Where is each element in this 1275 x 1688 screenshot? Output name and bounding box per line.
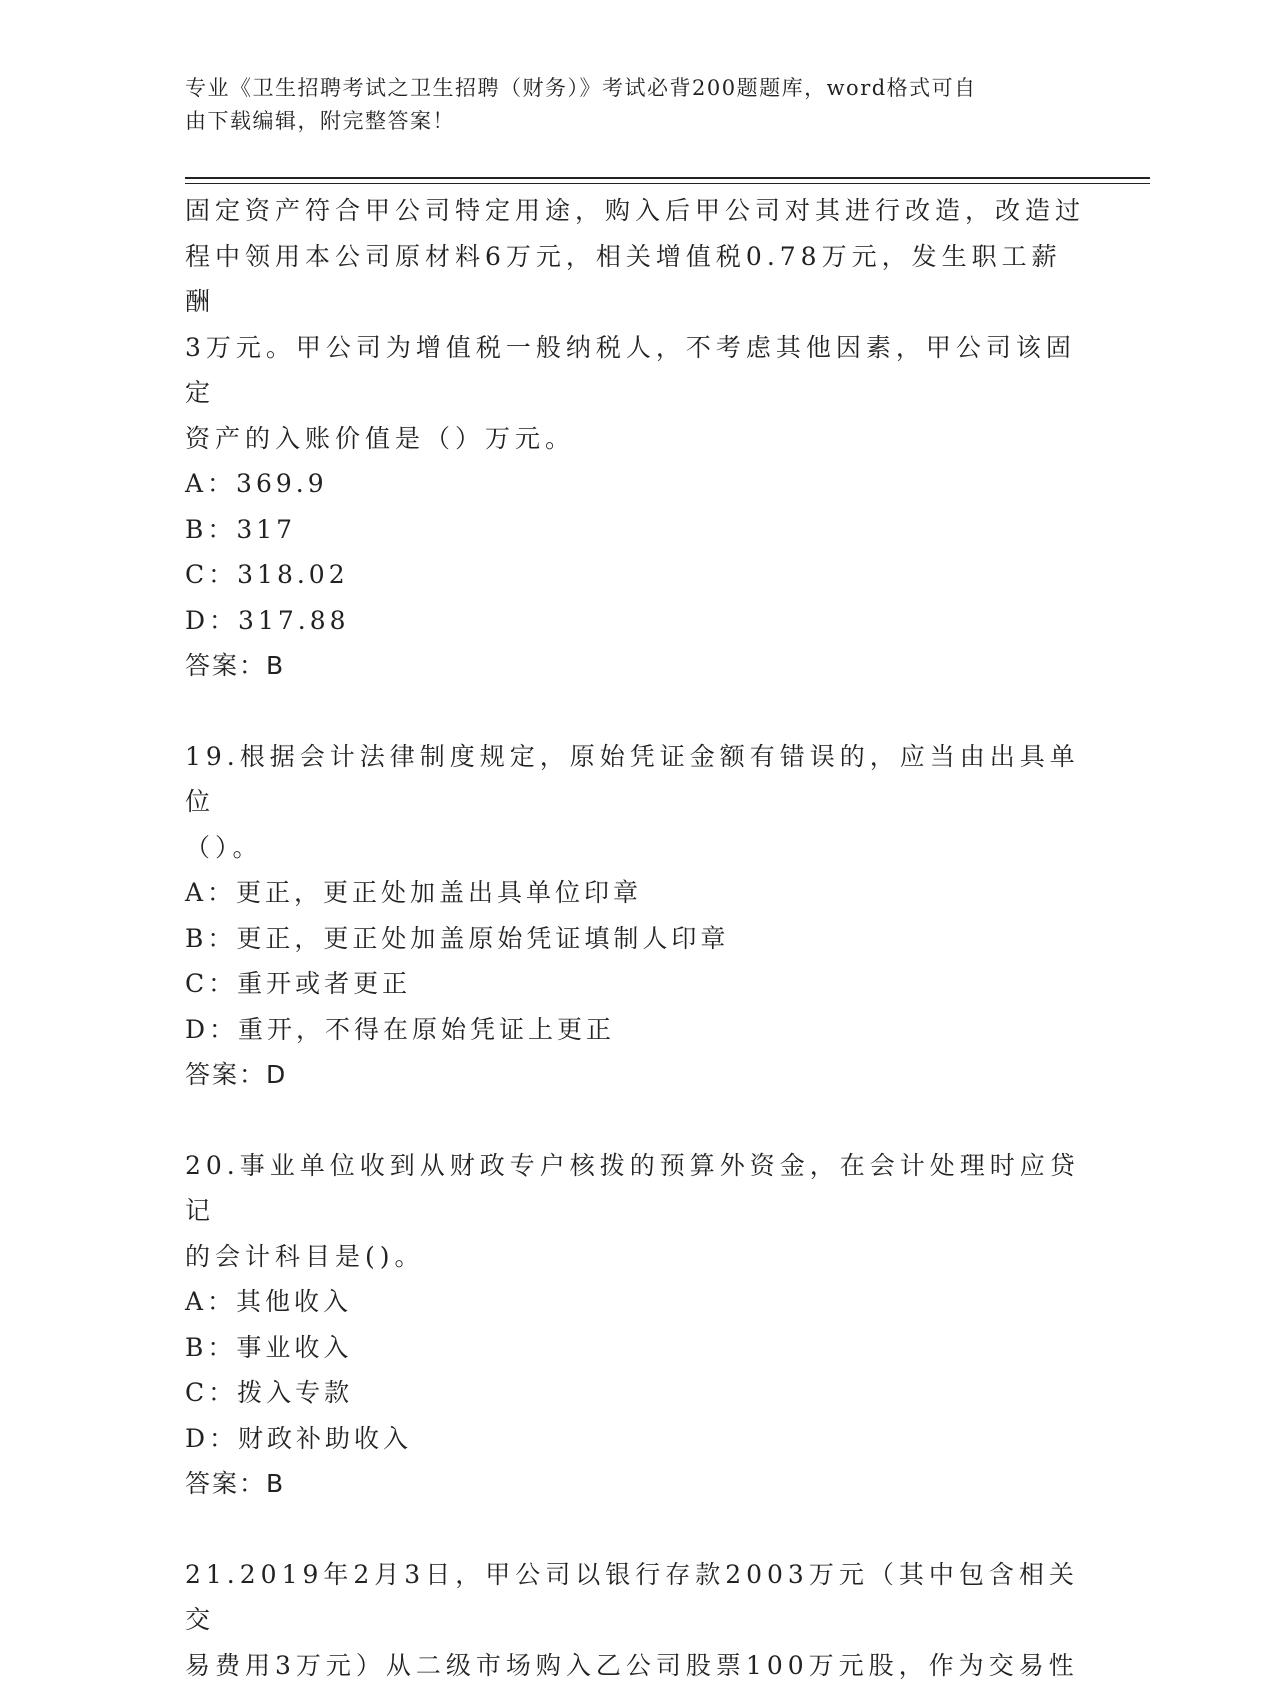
option-a: A：369.9 (185, 461, 1085, 507)
header-divider-thin (185, 183, 1150, 184)
answer: 答案：B (185, 1461, 1085, 1507)
question-stem-line: （）。 (185, 825, 1085, 871)
question-18 (185, 188, 1085, 689)
question-stem-line: 的会计科目是()。 (185, 1234, 1085, 1280)
question-stem-line: 易费用3万元）从二级市场购入乙公司股票100万元股，作为交易性 (185, 1643, 1085, 1688)
option-c: C：重开或者更正 (185, 961, 1085, 1007)
option-c: C：318.02 (185, 552, 1085, 598)
option-b: B：事业收入 (185, 1325, 1085, 1371)
question-content (185, 188, 1085, 1688)
header-line-1: 专业《卫生招聘考试之卫生招聘（财务）》考试必背200题题库，word格式可自 (185, 72, 1065, 105)
answer: 答案：B (185, 643, 1085, 689)
option-a: A：其他收入 (185, 1279, 1085, 1325)
question-21 (185, 1552, 1085, 1688)
question-stem-line: 资产的入账价值是（）万元。 (185, 416, 1085, 462)
question-stem-line: 程中领用本公司原材料6万元，相关增值税0.78万元，发生职工薪酬 (185, 234, 1085, 325)
question-stem-line: 20.事业单位收到从财政专户核拨的预算外资金，在会计处理时应贷记 (185, 1143, 1085, 1234)
question-19 (185, 734, 1085, 1098)
question-20 (185, 1143, 1085, 1507)
question-stem-line: 19.根据会计法律制度规定，原始凭证金额有错误的，应当由出具单位 (185, 734, 1085, 825)
header-divider-thick (185, 177, 1150, 179)
question-stem-line: 固定资产符合甲公司特定用途，购入后甲公司对其进行改造，改造过 (185, 188, 1085, 234)
option-b: B：317 (185, 507, 1085, 553)
document-header (185, 72, 1065, 138)
option-d: D：重开，不得在原始凭证上更正 (185, 1007, 1085, 1053)
option-d: D：财政补助收入 (185, 1416, 1085, 1462)
option-a: A：更正，更正处加盖出具单位印章 (185, 870, 1085, 916)
option-c: C：拨入专款 (185, 1370, 1085, 1416)
header-line-2: 由下载编辑，附完整答案！ (185, 105, 1065, 138)
question-stem-line: 3万元。甲公司为增值税一般纳税人，不考虑其他因素，甲公司该固定 (185, 325, 1085, 416)
option-b: B：更正，更正处加盖原始凭证填制人印章 (185, 916, 1085, 962)
option-d: D：317.88 (185, 598, 1085, 644)
answer: 答案：D (185, 1052, 1085, 1098)
question-stem-line: 21.2019年2月3日，甲公司以银行存款2003万元（其中包含相关交 (185, 1552, 1085, 1643)
